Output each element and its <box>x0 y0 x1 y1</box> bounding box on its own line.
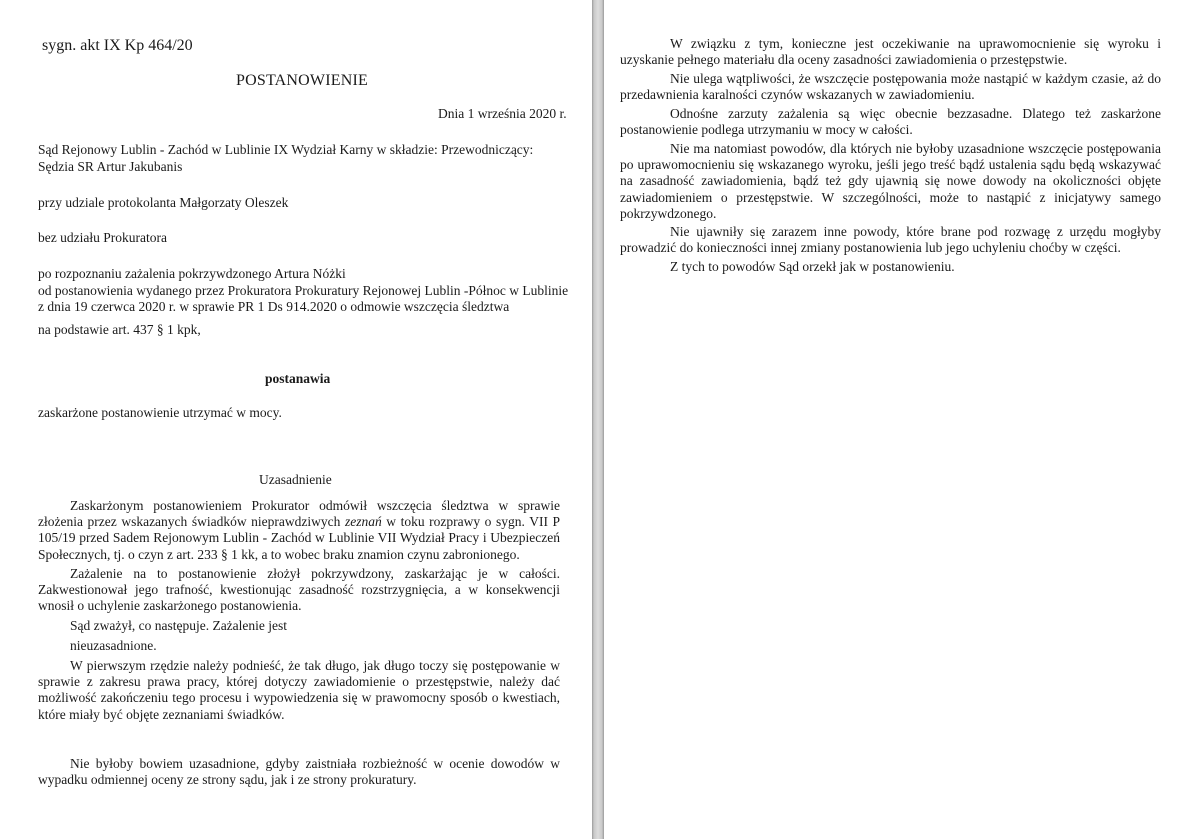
document-date: Dnia 1 września 2020 r. <box>438 106 567 121</box>
justification-heading: Uzasadnienie <box>259 472 332 487</box>
page-gutter <box>592 0 604 839</box>
right-paragraph-2: Nie ulega wątpliwości, że wszczęcie postępowania może nastąpić w każdym czasie, aż do przedawnienia karalności czynów wskazanych w zawiadomieniu. <box>620 71 1161 103</box>
justification-paragraph-4: W pierwszym rzędzie należy podnieść, że tak długo, jak długo toczy się postępowanie w sprawie z zakresu prawa pracy, której dotyczy zawiadomienie o przestępstwie, należy dać możliwość zakończeniu tego procesu i wypowiedzenia się w prawomocny sposób o kwestiach, które miały być objęte zeznaniami świadków. <box>38 658 560 722</box>
clerk-line: przy udziale protokolanta Małgorzaty Oleszek <box>38 195 289 210</box>
right-paragraph-6: Z tych to powodów Sąd orzekł jak w postanowieniu. <box>670 259 955 274</box>
document-page-left <box>0 0 592 839</box>
ruling-heading: postanawia <box>265 371 331 386</box>
prosecutor-line: bez udziału Prokuratora <box>38 230 167 245</box>
justification-paragraph-3-line-2: nieuzasadnione. <box>70 638 157 653</box>
case-signature: sygn. akt IX Kp 464/20 <box>42 37 193 54</box>
justification-paragraph-3-line-1: Sąd zważył, co następuje. Zażalenie jest <box>70 618 288 633</box>
emphasized-word: zeznań <box>344 514 382 530</box>
justification-paragraph-2: Zażalenie na to postanowienie złożył pokrzywdzony, zaskarżając je w całości. Zakwestionował jego trafność, kwestionując zasadność rozstrzygnięcia, a w konsekwencji wnosił o uchylenie zaskarżonego postanowienia. <box>38 566 560 614</box>
right-paragraph-4: Nie ma natomiast powodów, dla których nie byłoby uzasadnione wszczęcie postępowania po uprawomocnieniu się wskazanego wyroku, jeśli jego treść bądź ustalenia sądu będą wskazywać na zasadność zawiadomienia, bądź też gdy ujawnią się nowe dowody na okoliczności objęte zawiadomieniem o przestępstwie. W szczególności, może to nastąpić z inicjatywy samego pokrzywdzonego. <box>620 141 1161 221</box>
appeal-line-4: na podstawie art. 437 § 1 kpk, <box>38 322 201 337</box>
court-composition-line-1: Sąd Rejonowy Lublin - Zachód w Lublinie IX Wydział Karny w składzie: Przewodniczący: <box>38 142 534 157</box>
justification-paragraph-5: Nie byłoby bowiem uzasadnione, gdyby zaistniała rozbieżność w ocenie dowodów w wypadku odmiennej oceny ze strony sądu, jak i ze strony prokuratury. <box>38 756 560 788</box>
appeal-line-2: od postanowienia wydanego przez Prokuratora Prokuratury Rejonowej Lublin -Północ w Lublinie <box>38 283 569 298</box>
right-paragraph-5: Nie ujawniły się zarazem inne powody, które brane pod rozwagę z urzędu mogłyby prowadzić do konieczności innej zmiany postanowienia lub jego uchyleniu choćby w części. <box>620 224 1161 256</box>
right-paragraph-3: Odnośne zarzuty zażalenia są więc obecnie bezzasadne. Dlatego też zaskarżone postanowienie podlega utrzymaniu w mocy w całości. <box>620 106 1161 138</box>
document-page-right <box>604 0 1200 839</box>
appeal-line-1: po rozpoznaniu zażalenia pokrzywdzonego Artura Nóżki <box>38 266 346 281</box>
justification-paragraph-1: Zaskarżonym postanowieniem Prokurator odmówił wszczęcia śledztwa w sprawie złożenia przez wskazanych świadków nieprawdziwych zeznań w toku rozprawy o sygn. VII P 105/19 przed Sadem Rejonowym Lublin - Zachód w Lublinie VII Wydział Pracy i Ubezpieczeń Społecznych, tj. o czyn z art. 233 § 1 kk, a to wobec braku znamion czynu zabronionego. <box>38 498 561 562</box>
appeal-line-3: z dnia 19 czerwca 2020 r. w sprawie PR 1 Ds 914.2020 o odmowie wszczęcia śledztwa <box>38 299 510 314</box>
court-composition-line-2: Sędzia SR Artur Jakubanis <box>38 159 183 174</box>
document-title: POSTANOWIENIE <box>236 72 368 89</box>
ruling-text: zaskarżone postanowienie utrzymać w mocy. <box>38 405 282 420</box>
right-paragraph-1: W związku z tym, konieczne jest oczekiwanie na uprawomocnienie się wyroku i uzyskanie pełnego materiału dla oceny zasadności zawiadomienia o przestępstwie. <box>620 36 1161 68</box>
